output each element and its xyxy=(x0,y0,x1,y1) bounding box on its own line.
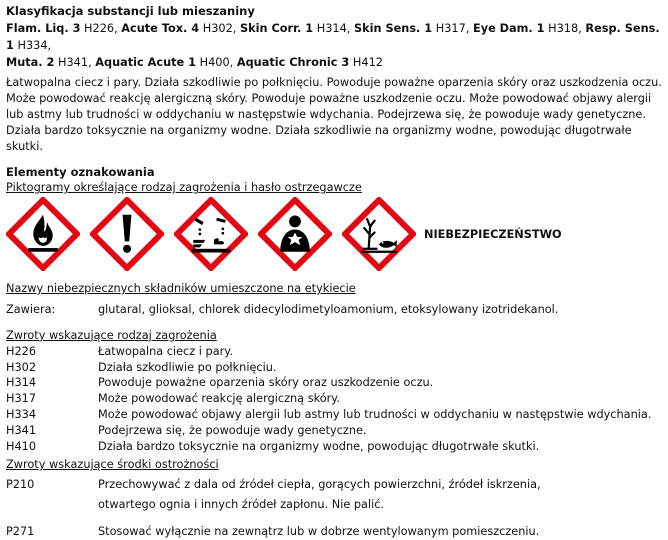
hazard-statement: H314 Powoduje poważne oparzenia skóry oraz uszkodzenie oczu. xyxy=(6,376,434,390)
class-entry: Aquatic Chronic 3 H412 xyxy=(236,56,383,69)
precautionary-statements-heading: Zwroty wskazujące środki ostrożności xyxy=(6,458,219,472)
class-entry: Eye Dam. 1 H318, xyxy=(472,22,586,35)
hazard-statement: H334 Może powodować objawy alergii lub astmy lub trudności w oddychaniu w następstwie wdychania. xyxy=(6,407,652,421)
class-entry: Muta. 2 H341, xyxy=(6,56,96,69)
class-entry: Aquatic Acute 1 H400, xyxy=(95,56,237,69)
hazard-statement: H302 Działa szkodliwie po połknięciu. xyxy=(6,360,277,374)
contains-label: Zawiera: xyxy=(6,303,56,316)
precautionary-statement: P210 Przechowywać z dala od źródeł ciepła, gorących powierzchni, źródeł iskrzenia, otwartego ognia i innych źródeł zapłonu. Nie palić. xyxy=(6,478,541,512)
corrosion-icon xyxy=(174,197,248,271)
exclamation-icon xyxy=(90,197,164,271)
class-entry: Acute Tox. 4 H302, xyxy=(121,22,240,35)
hazard-statement: H226 Łatwopalna ciecz i pary. xyxy=(6,344,233,358)
pictogram-row xyxy=(6,197,662,271)
classification-heading: Klasyfikacja substancji lub mieszaniny xyxy=(6,4,255,18)
hazard-statement: H317 Może powodować reakcję alergiczną skóry. xyxy=(6,392,340,406)
hazard-statement: H410 Działa bardzo toksycznie na organizmy wodne, powodując długotrwałe skutki. xyxy=(6,439,540,453)
signal-word: NIEBEZPIECZEŃSTWO xyxy=(424,227,562,241)
hazard-statements-list xyxy=(6,344,662,455)
ingredients-heading: Nazwy niebezpiecznych składników umieszczone na etykiecie xyxy=(6,282,356,295)
class-entry: Resp. Sens. 1 H334, xyxy=(6,22,660,52)
hazard-statement: H341 Podejrzewa się, że powoduje wady genetyczne. xyxy=(6,423,367,437)
classification-description: Łatwopalna ciecz i pary. Działa szkodliwie po połknięciu. Powoduje poważne oparzenia skóry oraz uszkodzenia oczu. Może powodować reakcję alergiczną skóry. Powoduje poważne uszkodzenie oczu. Może powodować objawy alergii lub astmy lub trudności w oddychaniu w następstwie wdychania. Podejrzewa się, że powoduje wady genetyczne. Działa bardzo toksycznie na organizmy wodne. Działa szkodliwie na organizmy wodne, powodując długotrwałe skutki. xyxy=(6,76,662,153)
contains-value: glutaral, glioksal, chlorek didecylodimetyloamonium, etoksylowany izotridekanol. xyxy=(98,303,559,316)
flame-icon xyxy=(6,197,80,271)
classification-line xyxy=(6,20,662,71)
class-entry: Flam. Liq. 3 H226, xyxy=(6,22,122,35)
environment-icon xyxy=(342,197,416,271)
class-entry: Skin Sens. 1 H317, xyxy=(353,22,473,35)
hazard-statements-heading: Zwroty wskazujące rodzaj zagrożenia xyxy=(6,328,217,342)
precautionary-statements-list xyxy=(6,475,662,540)
precautionary-statement: P271 Stosować wyłącznie na zewnątrz lub w dobrze wentylowanym pomieszczeniu. xyxy=(6,525,540,539)
health-hazard-icon xyxy=(258,197,332,271)
class-entry: Skin Corr. 1 H314, xyxy=(239,22,354,35)
pictograms-heading: Piktogramy określające rodzaj zagrożenia i hasło ostrzegawcze xyxy=(6,181,362,194)
contains-row xyxy=(6,302,662,318)
labelling-heading: Elementy oznakowania xyxy=(6,165,155,179)
